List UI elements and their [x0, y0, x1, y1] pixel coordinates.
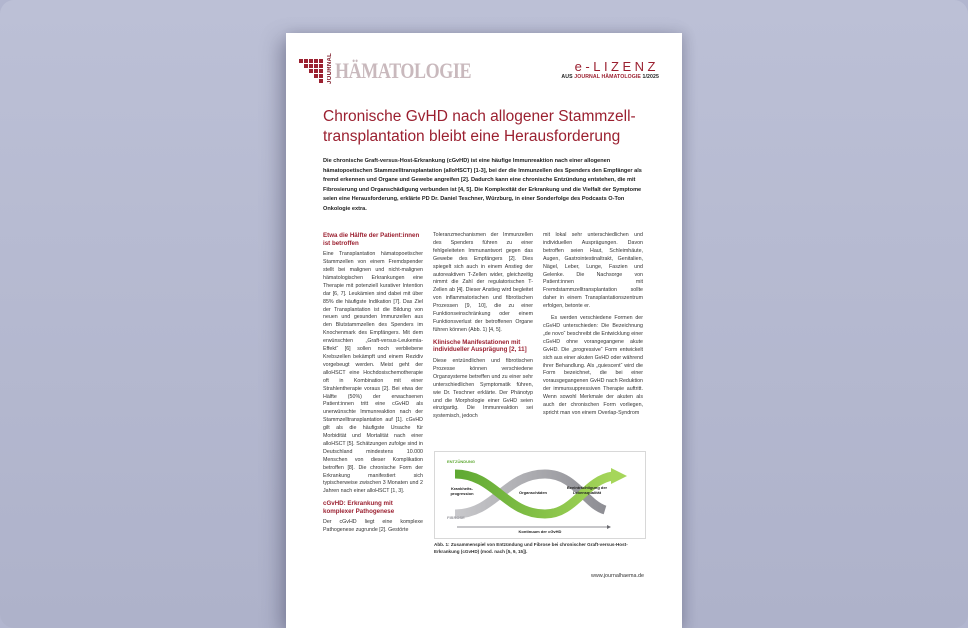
footer-url[interactable]: www.journalhaema.de	[590, 573, 644, 579]
license-block	[561, 59, 659, 81]
article-lead: Die chronische Graft-versus-Host-Erkrankung (cGvHD) ist eine häufige Immunreaktion nach einer allogenen hämatopoetischen Stammzelltransplantation (alloHSCT) [1-3], bei der die Immunzellen des Spenders den Empfänger als fremd erkennen und Organe und Gewebe angreifen [2]. Dadurch kann eine chronische Entzündung entstehen, die mit Fibrosierung und Organschädigung verbunden ist [4, 5]. Die Komplexität der Erkrankung und die Vielfalt der Symptome seien eine Herausforderung, erklärte PD Dr. Daniel Teschner, Würzburg, in einer Sonderfolge des Podcasts O-Ton Onkologie extra.	[323, 158, 642, 212]
paragraph: Diese entzündlichen und fibrotischen Prozesse können verschiedene Organsysteme betreffen und zu einer sehr unterschiedlichen Symptomatik führen, wie Dr. Teschner erklärte. Der Phänotyp und die Morphologie einer GvHD seien einzigartig. Die Immunreaktion sei systemisch, jedoch	[433, 357, 533, 420]
text-column-1	[323, 232, 423, 539]
license-sub-prefix: AUS	[561, 74, 573, 80]
license-sub-issue: 1/2025	[642, 74, 659, 80]
paragraph: Der cGvHD liegt eine komplexe Pathogenese zugrunde [2]. Gestörte	[323, 519, 423, 534]
document-page	[286, 33, 682, 628]
label-beeintraechtigung: Beeinträchtigung der Lebensqualität	[566, 485, 608, 495]
figure-caption: Abb. 1: Zusammenspiel von Entzündung und Fibrose bei chronischer Graft-versus-Host-Erkrankung (cGvHD) (mod. nach [5, 9, 15]).	[434, 542, 628, 554]
label-krankheitsprogression: Krankheits-progression	[450, 486, 474, 496]
section-heading: cGvHD: Erkrankung mit komplexer Pathogenese	[323, 500, 395, 515]
section-heading: Klinische Manifestationen mit individueller Ausprägung [2, 11]	[433, 338, 527, 354]
label-fibrose: FIBROSE	[447, 515, 465, 520]
paragraph: mit lokal sehr unterschiedlichen und individuellen Ausprägungen. Davon betroffen seien Haut, Schleimhäute, Augen, Gastrointestinaltrakt, Genitalien, Nägel, Leber, Lunge, Faszien und Gelenke. Die Nachsorge von Patient:innen mit Fremdstammzelltransplantation sollte daher in einem Transplantationszentrum erfolgen, betonte er.	[543, 232, 643, 310]
paragraph: Toleranzmechanismen der Immunzellen des Spenders führen zu einer fehlgeleiteten Immunantwort gegen das Gewebe des Empfängers [2]. Dies spiegelt sich auch in einem Anstieg der autoreaktiven T-Zellen wider, gleichzeitig nimmt die Zahl der regulatorischen T-Zellen ab [4]. Dieser Anstieg wird begleitet von inflammatorischen und fibrotischen Prozessen [9, 10], die zu einer Funktionseinschränkung oder einem Funktionsverlust der betroffenen Organe führen können (Abb. 1) [4, 5].	[433, 232, 533, 333]
label-entzuendung: ENTZÜNDUNG	[447, 459, 475, 464]
logo-name: HÄMATOLOGIE	[335, 58, 472, 83]
license-subtitle	[561, 74, 659, 81]
paragraph: Es werden verschiedene Formen der cGvHD unterschieden: Die Bezeichnung „de novo“ beschreibt die Entwicklung einer cGvHD ohne vorangegangene akute GvHD. Die „progressive“ Form entwickelt sich aus einer akuten GvHD oder während ihrer Behandlung. Als „quiescent“ wird die Form bezeichnet, die bei einer vorausgegangenen GvHD nach Reduktion der immunsuppressiven Therapie auftritt. Wenn sowohl Merkmale der akuten als auch der chronischen Form vorliegen, spricht man von einem Overlap-Syndrom	[543, 315, 643, 416]
text-column-2	[433, 232, 533, 425]
label-organschaeden: Organschäden	[518, 490, 547, 495]
license-sub-journal: JOURNAL HÄMATOLOGIE	[574, 74, 641, 80]
section-heading: Etwa die Hälfte der Patient:innen ist betroffen	[323, 232, 420, 247]
text-column-3	[543, 232, 643, 422]
masthead	[299, 52, 669, 85]
label-kontinuum: Kontinuum der cGvHD	[518, 529, 562, 534]
arrow-head-icon	[611, 468, 627, 484]
journal-logo-icon	[299, 59, 329, 83]
logo-journal-text: JOURNAL	[327, 52, 333, 84]
paragraph: Eine Transplantation hämatopoetischer Stammzellen von einem Fremdspender stellt bei malignen und nicht-malignen hämatologischen Erkrankungen eine Therapie mit potenziell kurativer Intention dar [6, 7]. Leukämien sind dabei mit über 85% die häufigste Indikation [7]. Das Ziel der Transplantation ist die Bildung von neuen und gesunden Immunzellen aus den Blutstammzellen des Spenders im Knochenmark des Empfängers. Mit dem erwünschten „Graft-versus-Leukemia-Effekt“ [6] sollen noch verbliebene Krebszellen bekämpft und einem Rezidiv vorgebeugt werden. Meist geht der alloHSCT eine Hochdosischemotherapie oft in Kombination mit einer Strahlentherapie voraus [2]. Bei etwa der Hälfte (50%) der erwachsenen Patient:innen tritt eine cGvHD als unerwünschte Immunreaktion nach der Stammzelltransplantation auf [1]. cGvHD gilt als die häufigste Ursache für Morbidität und Mortalität nach einer alloHSCT [5]. Schätzungen zufolge sind in Deutschland mindestens 10.000 Menschen von dieser Komplikation betroffen [8]. Die chronische Form der Erkrankung manifestiert sich typischerweise zwischen 3 Monaten und 2 Jahren nach einer alloHSCT [1, 3].	[323, 251, 423, 495]
article-headline: Chronische GvHD nach allogener Stammzell-transplantation bleibt eine Herausforderung	[323, 108, 636, 145]
figure-diagram	[434, 451, 646, 539]
license-title: e-LIZENZ	[574, 59, 659, 74]
